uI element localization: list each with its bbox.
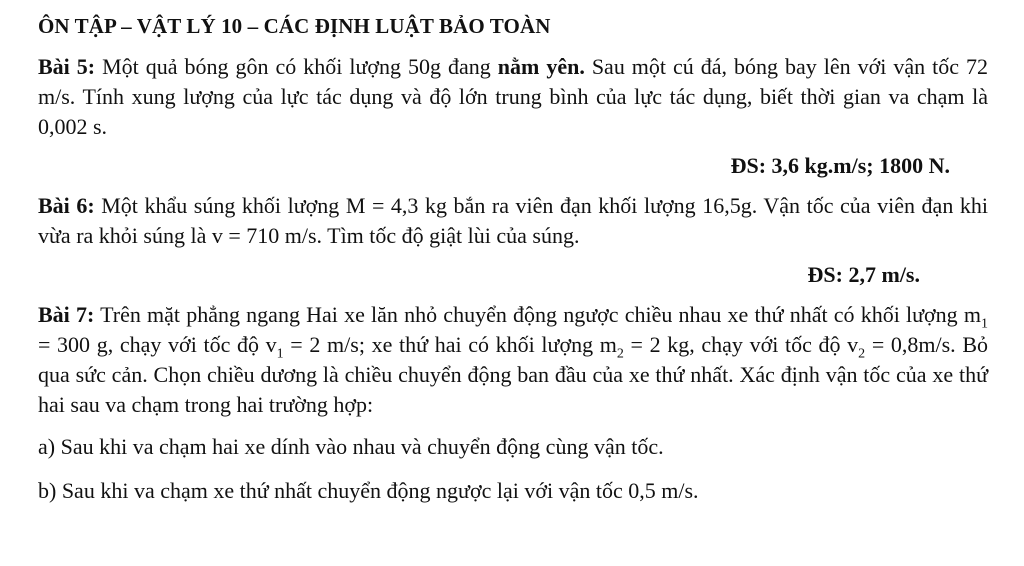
problem-7-t2: = 300 g, chạy với tốc độ v bbox=[38, 332, 277, 357]
problem-7-t5: = 0,8m/s. Bỏ qua sức cản. Chọn chiều dương là chiều chuyển động ban đầu của xe thứ nhất. Xác định vận tốc của xe thứ hai sau va chạm trong hai trường hợp: bbox=[38, 332, 989, 417]
problem-7-sub-1: 1 bbox=[981, 316, 988, 332]
problem-6-label: Bài 6: bbox=[38, 193, 95, 218]
problem-7-sub-4: 2 bbox=[858, 346, 866, 362]
problem-7-t4: = 2 kg, chạy với tốc độ v bbox=[623, 332, 859, 357]
problem-5-text-bold: nằm yên. bbox=[497, 54, 585, 79]
problem-5-label: Bài 5: bbox=[38, 54, 96, 79]
problem-7-t3: = 2 m/s; xe thứ hai có khối lượng m bbox=[283, 332, 617, 357]
problem-5 bbox=[38, 52, 988, 181]
problem-5-text-b: Sau một cú đá, bóng bay lên với vận tốc 72 m/s. Tính xung lượng của lực tác dụng và độ lớn trung bình của lực tác dụng, biết thời gian va chạm là 0,002 s. bbox=[38, 54, 988, 139]
problem-7-part-a: a) Sau khi va chạm hai xe dính vào nhau và chuyển động cùng vận tốc. bbox=[38, 434, 664, 459]
problem-7-sub-3: 2 bbox=[616, 346, 624, 362]
problem-5-text-a: Một quả bóng gôn có khối lượng 50g đang bbox=[95, 54, 498, 79]
problem-7 bbox=[38, 300, 988, 506]
problem-6-answer: ĐS: 2,7 m/s. bbox=[807, 262, 920, 287]
problem-5-answer: ĐS: 3,6 kg.m/s; 1800 N. bbox=[730, 153, 950, 178]
problem-6-body: Một khẩu súng khối lượng M = 4,3 kg bắn ra viên đạn khối lượng 16,5g. Vận tốc của viên đạn khi vừa ra khỏi súng là v = 710 m/s. Tìm tốc độ giật lùi của súng. bbox=[38, 193, 988, 248]
page-title: ÔN TẬP – VẬT LÝ 10 – CÁC ĐỊNH LUẬT BẢO TOÀN bbox=[38, 14, 551, 38]
problem-7-t1: Trên mặt phẳng ngang Hai xe lăn nhỏ chuyển động ngược chiều nhau xe thứ nhất có khối lượng m bbox=[94, 302, 981, 327]
problem-6-text bbox=[38, 191, 988, 251]
problem-5-text bbox=[38, 52, 988, 142]
problem-6 bbox=[38, 191, 988, 290]
problem-7-sub-2: 1 bbox=[276, 346, 284, 362]
problem-7-text bbox=[38, 300, 988, 420]
problem-7-label: Bài 7: bbox=[38, 302, 95, 327]
problem-7-part-b: b) Sau khi va chạm xe thứ nhất chuyển động ngược lại với vận tốc 0,5 m/s. bbox=[38, 478, 699, 503]
